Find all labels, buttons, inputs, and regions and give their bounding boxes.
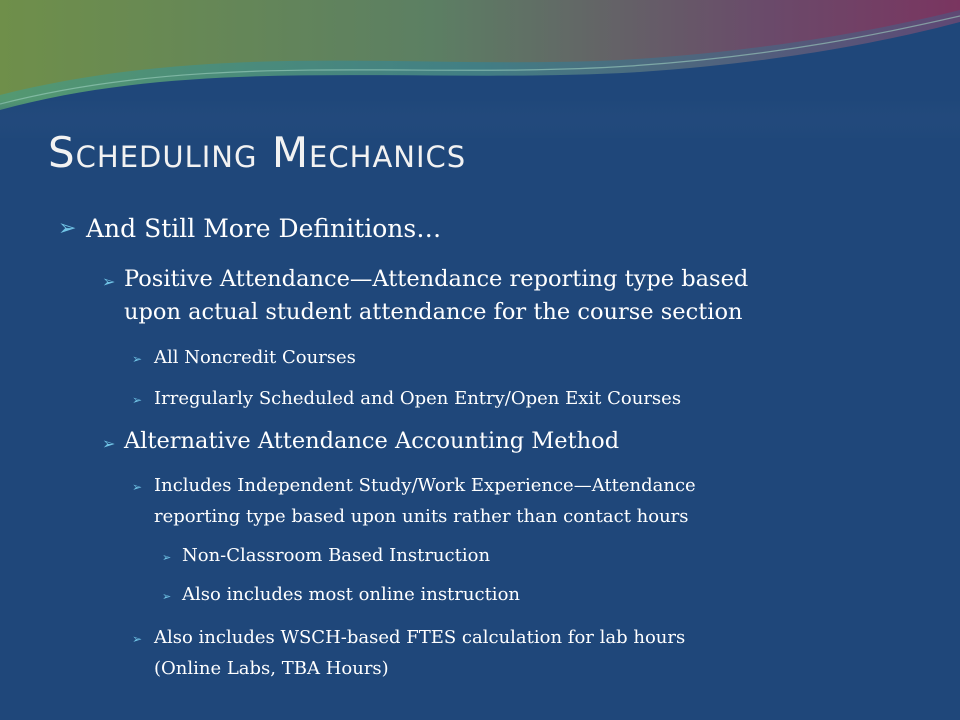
bullet-level-3 <box>132 342 356 375</box>
bullet-level-3 <box>132 622 685 684</box>
bullet-level-4 <box>162 580 520 612</box>
bullet-level-2 <box>102 425 619 460</box>
bullet-text: Also includes most online instruction <box>182 584 520 605</box>
bullet-text: Alternative Attendance Accounting Method <box>124 428 620 454</box>
bullet-text: All Noncredit Courses <box>154 347 356 368</box>
bullet-level-3 <box>132 383 681 416</box>
arrow-bullet-icon: ➢ <box>162 551 172 564</box>
bullet-text: Includes Independent Study/Work Experience—Attendance reporting type based upon units rather than contact hours <box>154 475 696 527</box>
arrow-bullet-icon: ➢ <box>132 393 143 407</box>
arrow-bullet-icon: ➢ <box>58 216 77 241</box>
bullet-text: And Still More Definitions… <box>86 214 442 243</box>
bullet-text: Also includes WSCH-based FTES calculation for lab hours (Online Labs, TBA Hours) <box>154 627 686 679</box>
decorative-wave-banner <box>0 0 960 140</box>
bullet-level-3 <box>132 470 696 532</box>
bullet-level-4 <box>162 541 490 573</box>
bullet-text: Positive Attendance—Attendance reporting type based upon actual student attendance for the course section <box>124 266 749 325</box>
arrow-bullet-icon: ➢ <box>132 352 143 366</box>
arrow-bullet-icon: ➢ <box>132 632 143 646</box>
bullet-level-1 <box>58 214 441 244</box>
slide-title: Scheduling Mechanics <box>48 128 467 177</box>
bullet-text: Non-Classroom Based Instruction <box>182 545 491 566</box>
arrow-bullet-icon: ➢ <box>162 590 172 603</box>
arrow-bullet-icon: ➢ <box>132 480 143 494</box>
bullet-level-2 <box>102 263 748 329</box>
bullet-text: Irregularly Scheduled and Open Entry/Open Exit Courses <box>154 388 682 409</box>
arrow-bullet-icon: ➢ <box>102 272 116 291</box>
arrow-bullet-icon: ➢ <box>102 434 116 453</box>
